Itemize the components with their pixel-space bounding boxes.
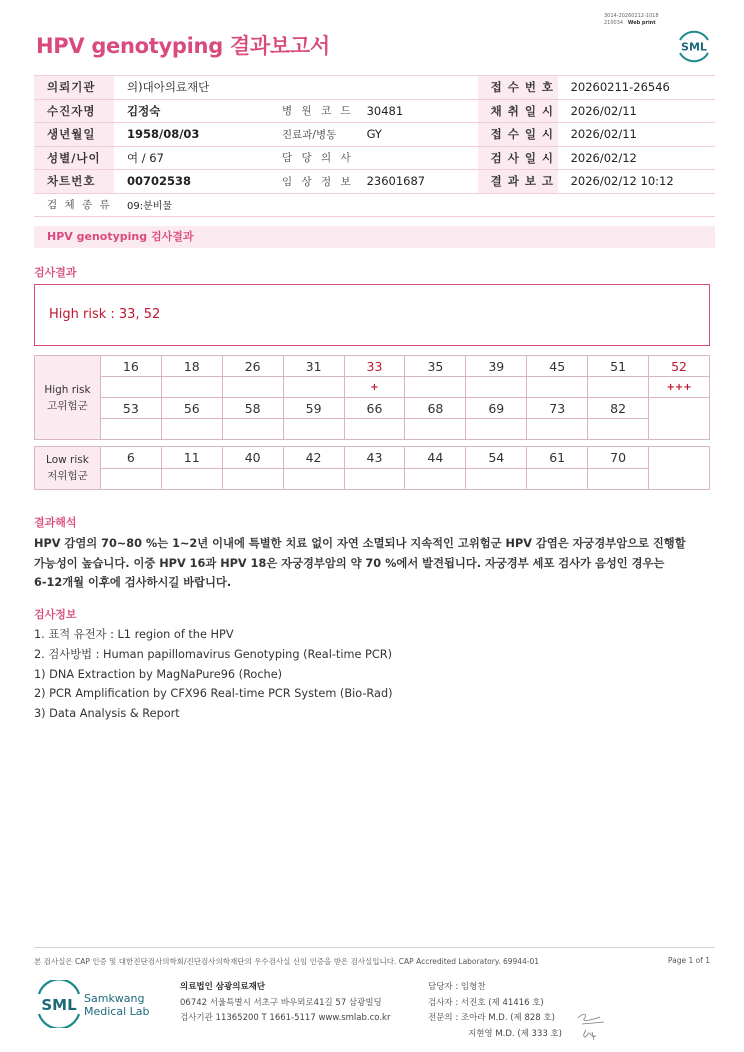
hpv-type-cell: 58: [222, 398, 283, 419]
dept-value: GY: [354, 123, 478, 147]
hpv-result-cell: [466, 469, 527, 490]
doctor-value: [354, 146, 478, 170]
interpretation-line: 가능성이 높습니다. 이중 HPV 16과 HPV 18은 자궁경부암의 약 70 %에서 발견됩니다. 자궁경부 세포 검사가 음성인 경우는: [34, 556, 665, 570]
test-info-list: [34, 625, 393, 724]
hpv-type-cell: 16: [100, 356, 161, 377]
org-contact: 검사기관 11365200 T 1661-5117 www.smlab.co.kr: [180, 1013, 391, 1023]
hpv-type-cell: 56: [161, 398, 222, 419]
hpv-result-cell: [527, 419, 588, 440]
low-risk-table: [34, 446, 710, 490]
hpv-type-cell: 42: [283, 447, 344, 469]
report-title: HPV genotyping 결과보고서: [36, 34, 330, 58]
hpv-type-cell: 44: [405, 447, 466, 469]
hpv-result-cell: [100, 469, 161, 490]
sml-logo-icon: [674, 26, 714, 66]
org-address: 06742 서울특별시 서초구 바우뫼로41길 57 삼광빌딩: [180, 997, 382, 1008]
staff-specialist-1: 전문의 : 조아라 M.D. (제 828 호): [428, 1013, 555, 1023]
hpv-type-cell: 82: [588, 398, 649, 419]
sex-age-value: 여 / 67: [114, 146, 269, 170]
hpv-type-cell: 26: [222, 356, 283, 377]
hpv-result-cell: +++: [649, 377, 710, 398]
hpv-result-cell: [588, 469, 649, 490]
hpv-type-cell: 40: [222, 447, 283, 469]
hpv-result-cell: [283, 419, 344, 440]
hpv-type-cell: 53: [100, 398, 161, 419]
hpv-type-cell: 66: [344, 398, 405, 419]
hpv-result-cell: [588, 419, 649, 440]
doctor-label: 담 당 의 사: [269, 146, 354, 170]
low-risk-row-header: [35, 447, 101, 490]
hpv-type-cell: 45: [527, 356, 588, 377]
hpv-result-cell: [405, 419, 466, 440]
receipt-no-value: 20260211-26546: [558, 76, 715, 100]
org-name: 의료법인 삼광의료재단: [180, 982, 266, 992]
low-risk-label-en: Low risk: [46, 454, 89, 466]
test-date-value: 2026/02/12: [558, 146, 715, 170]
hpv-result-cell: [222, 377, 283, 398]
receipt-date-value: 2026/02/11: [558, 123, 715, 147]
hpv-result-cell: [222, 469, 283, 490]
hpv-type-cell: 70: [588, 447, 649, 469]
hpv-type-cell-positive: 33: [344, 356, 405, 377]
interpretation-heading: 결과해석: [34, 516, 77, 529]
result-heading: 검사결과: [34, 266, 77, 279]
interpretation-line: HPV 감염의 70~80 %는 1~2년 이내에 특별한 치료 없이 자연 소멸되나 지속적인 고위험군 HPV 감염은 자궁경부암으로 진행할: [34, 537, 686, 550]
specimen-value: 09:분비물: [114, 193, 715, 217]
hpv-type-cell: 39: [466, 356, 527, 377]
footer-logo-line-1: Samkwang: [84, 992, 145, 1005]
hpv-result-cell: [283, 469, 344, 490]
hpv-type-cell: 18: [161, 356, 222, 377]
specimen-label: 검 체 종 류: [34, 193, 114, 217]
hpv-type-cell-positive: 52: [649, 356, 710, 377]
test-info-heading: 검사정보: [34, 608, 77, 621]
page-number: Page 1 of 1: [667, 956, 710, 965]
hpv-result-cell: [588, 377, 649, 398]
test-info-item: 2) PCR Amplification by CFX96 Real-time PCR System (Bio-Rad): [34, 687, 393, 701]
high-risk-label-ko: 고위험군: [47, 399, 88, 412]
hpv-type-cell: 59: [283, 398, 344, 419]
hpv-type-cell: 6: [100, 447, 161, 469]
test-info-item: 1. 표적 유전자 : L1 region of the HPV: [34, 628, 234, 641]
staff-info: [428, 980, 562, 1042]
result-summary: High risk : 33, 52: [49, 307, 161, 322]
hpv-result-cell: [161, 419, 222, 440]
hpv-type-cell: 11: [161, 447, 222, 469]
staff-tester: 검사자 : 서진호 (제 41416 호): [428, 997, 544, 1008]
test-info-item: 2. 검사방법 : Human papillomavirus Genotyping (Real-time PCR): [34, 647, 392, 661]
test-info-item: 3) Data Analysis & Report: [34, 707, 180, 721]
hpv-type-cell: 54: [466, 447, 527, 469]
hpv-result-cell: [161, 469, 222, 490]
hpv-result-cell: [405, 469, 466, 490]
hpv-result-cell: [100, 377, 161, 398]
hpv-result-cell: [527, 377, 588, 398]
test-date-label: 검 사 일 시: [478, 146, 558, 170]
birth-label: 생년월일: [34, 123, 114, 147]
hpv-result-cell: [527, 469, 588, 490]
hpv-type-cell: 43: [344, 447, 405, 469]
high-risk-table: [34, 355, 710, 440]
institution-value: 의)대아의료재단: [114, 76, 478, 100]
dept-label: 진료과/병동: [269, 123, 354, 147]
hpv-result-cell: [222, 419, 283, 440]
hpv-result-cell: [344, 469, 405, 490]
footer-logo-sml: SML: [41, 996, 77, 1014]
report-date-value: 2026/02/12 10:12: [558, 170, 715, 194]
high-risk-row-header: [35, 356, 101, 440]
print-code-line-2: 210034: [604, 20, 624, 26]
hpv-type-cell: 31: [283, 356, 344, 377]
hpv-result-cell: [466, 419, 527, 440]
sex-age-label: 성별/나이: [34, 146, 114, 170]
web-print-label: Web print: [627, 20, 656, 26]
interpretation-text: [34, 534, 694, 593]
section-title: HPV genotyping 검사결과: [34, 226, 715, 248]
hpv-type-cell: 35: [405, 356, 466, 377]
name-label: 수진자명: [34, 99, 114, 123]
result-box: [34, 284, 710, 346]
staff-manager: 담당자 : 임형찬: [428, 982, 486, 992]
test-info-item: 1) DNA Extraction by MagNaPure96 (Roche): [34, 667, 283, 681]
hpv-result-cell: [283, 377, 344, 398]
certification-note: 본 검사실은 CAP 인증 및 대한진단검사의학회/진단검사의학재단의 우수검사실 신임 인증을 받은 검사실입니다. CAP Accredited Laboratory. 69944-01: [34, 957, 540, 966]
hpv-result-cell: [405, 377, 466, 398]
print-code: [604, 13, 659, 27]
interpretation-line: 6-12개월 이후에 검사하시길 바랍니다.: [34, 576, 232, 589]
empty-cell: [649, 447, 710, 490]
hospital-code-value: 30481: [354, 99, 478, 123]
name-value: 김정숙: [114, 99, 269, 123]
hpv-result-cell: [161, 377, 222, 398]
footer-divider: [34, 947, 715, 948]
hpv-result-cell: +: [344, 377, 405, 398]
receipt-date-label: 접 수 일 시: [478, 123, 558, 147]
hpv-result-cell: [100, 419, 161, 440]
chart-no-label: 차트번호: [34, 170, 114, 194]
hpv-type-cell: 68: [405, 398, 466, 419]
clinical-value: 23601687: [354, 170, 478, 194]
staff-specialist-2: 지현영 M.D. (제 333 호): [468, 1028, 563, 1039]
print-code-line-1: 3014-20260212-1018: [604, 13, 659, 19]
organization-info: [180, 980, 390, 1027]
hpv-result-cell: [466, 377, 527, 398]
hpv-type-cell: 51: [588, 356, 649, 377]
birth-value: 1958/08/03: [114, 123, 269, 147]
high-risk-label-en: High risk: [44, 383, 91, 396]
receipt-no-label: 접 수 번 호: [478, 76, 558, 100]
low-risk-label-ko: 저위험군: [47, 470, 88, 482]
institution-label: 의뢰기관: [34, 76, 114, 100]
collection-date-value: 2026/02/11: [558, 99, 715, 123]
samkwang-logo-icon: [36, 980, 156, 1028]
hpv-result-cell: [344, 419, 405, 440]
signature-icon: [574, 1010, 610, 1042]
report-date-label: 결 과 보 고: [478, 170, 558, 194]
sml-logo-text: SML: [681, 40, 707, 54]
chart-no-value: 00702538: [114, 170, 269, 194]
empty-cell: [649, 398, 710, 440]
hpv-type-cell: 61: [527, 447, 588, 469]
footer-logo-line-2: Medical Lab: [84, 1005, 150, 1018]
hpv-type-cell: 73: [527, 398, 588, 419]
hospital-code-label: 병 원 코 드: [269, 99, 354, 123]
hpv-type-cell: 69: [466, 398, 527, 419]
patient-info-table: [34, 75, 715, 217]
collection-date-label: 채 취 일 시: [478, 99, 558, 123]
clinical-label: 임 상 정 보: [269, 170, 354, 194]
